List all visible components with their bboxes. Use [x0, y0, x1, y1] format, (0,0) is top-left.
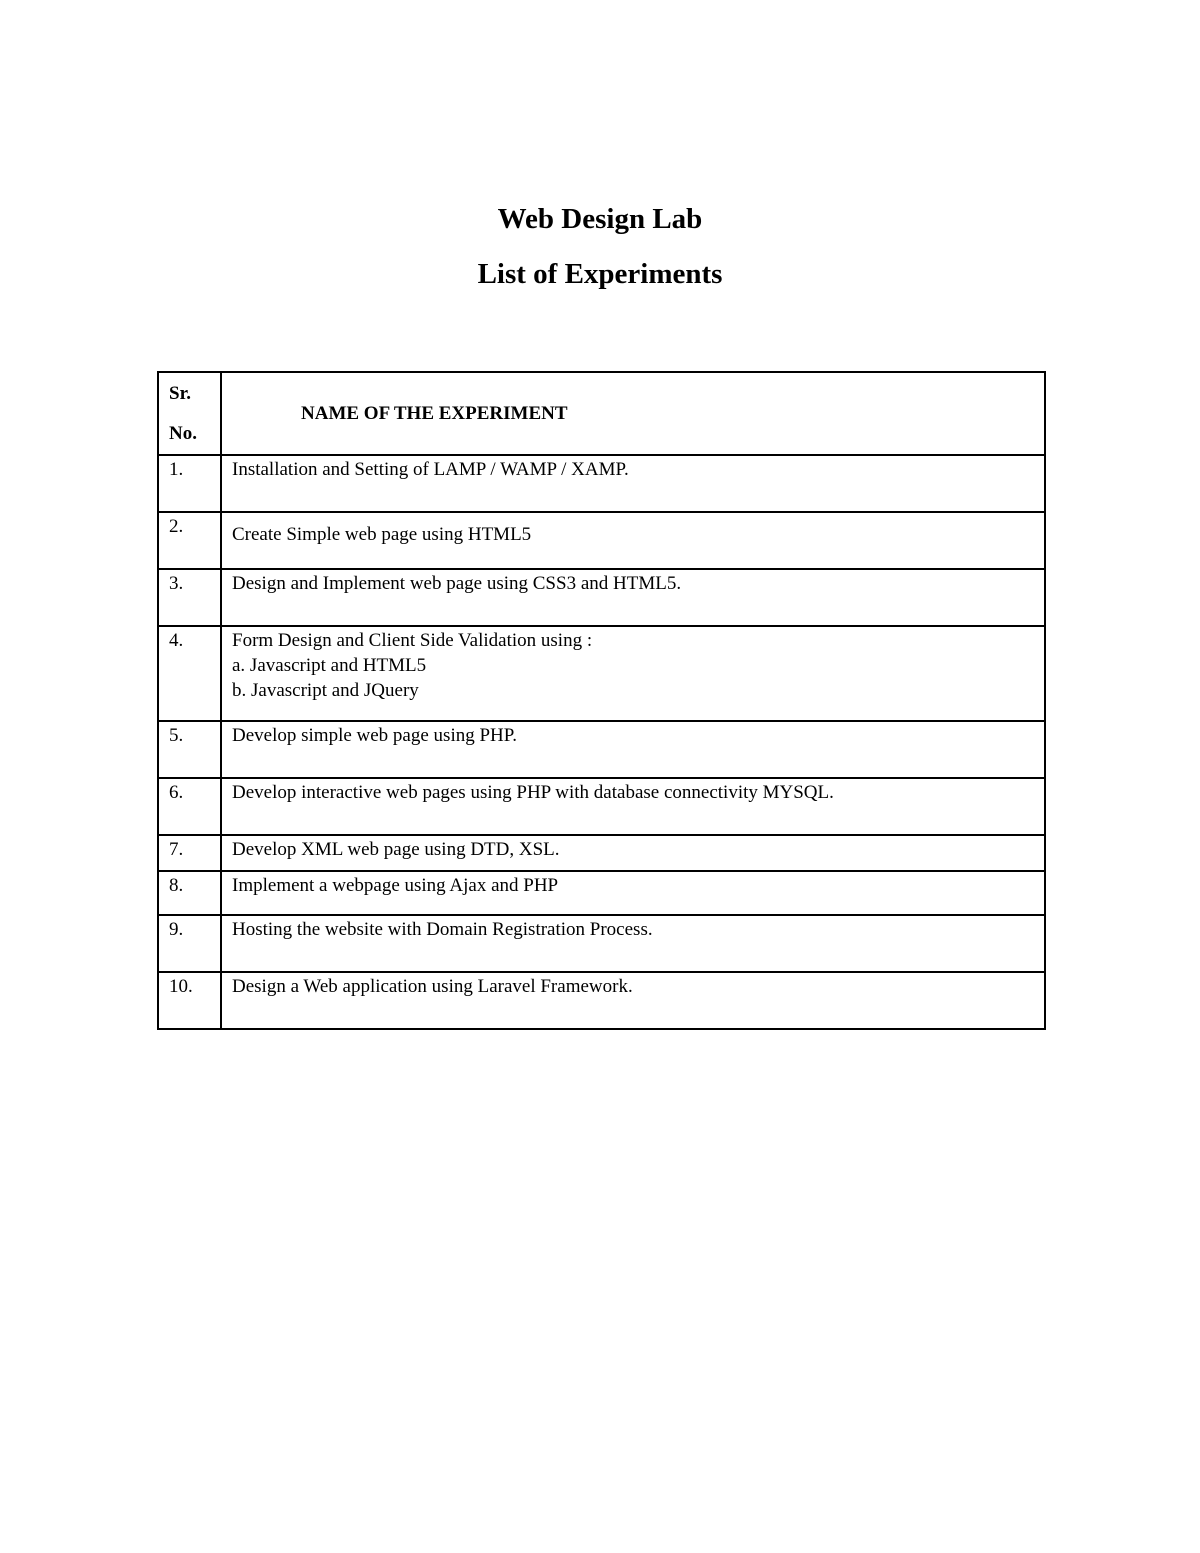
- row-experiment-name: Develop interactive web pages using PHP with database connectivity MYSQL.: [221, 778, 1045, 835]
- row-number: 1.: [158, 455, 221, 512]
- row-experiment-name: Implement a webpage using Ajax and PHP: [221, 871, 1045, 915]
- table-row: [158, 721, 1045, 778]
- header-sr-line1: Sr.: [169, 383, 192, 404]
- table-row: [158, 778, 1045, 835]
- row-experiment-title: Form Design and Client Side Validation using :: [232, 630, 593, 651]
- row-experiment-name: Create Simple web page using HTML5: [221, 512, 1045, 569]
- row-number: 2.: [158, 512, 221, 569]
- table-row: [158, 972, 1045, 1029]
- row-experiment-name: Design a Web application using Laravel Framework.: [221, 972, 1045, 1029]
- row-number: 4.: [158, 626, 221, 721]
- row-number: 7.: [158, 835, 221, 871]
- row-experiment-subitem: b. Javascript and JQuery: [232, 680, 419, 701]
- page-title: Web Design Lab: [497, 203, 703, 235]
- row-number: 6.: [158, 778, 221, 835]
- row-number: 10.: [158, 972, 221, 1029]
- table-row: [158, 915, 1045, 972]
- page-subtitle: List of Experiments: [477, 258, 723, 290]
- experiments-table: [157, 371, 1046, 1030]
- table-row: [158, 626, 1045, 721]
- row-experiment-name: Design and Implement web page using CSS3 and HTML5.: [221, 569, 1045, 626]
- table-row: [158, 512, 1045, 569]
- row-experiment-name: Installation and Setting of LAMP / WAMP / XAMP.: [221, 455, 1045, 512]
- header-sr-no: [158, 372, 221, 455]
- table-row: [158, 871, 1045, 915]
- row-experiment-name: Hosting the website with Domain Registration Process.: [221, 915, 1045, 972]
- row-number: 9.: [158, 915, 221, 972]
- table-row: [158, 569, 1045, 626]
- row-experiment-name: Develop simple web page using PHP.: [221, 721, 1045, 778]
- table-header-row: [158, 372, 1045, 455]
- row-experiment-name: Develop XML web page using DTD, XSL.: [221, 835, 1045, 871]
- table-row: [158, 455, 1045, 512]
- row-number: 8.: [158, 871, 221, 915]
- row-number: 5.: [158, 721, 221, 778]
- table-row: [158, 835, 1045, 871]
- header-experiment-name: NAME OF THE EXPERIMENT: [221, 372, 1045, 455]
- row-experiment-name: [221, 626, 1045, 721]
- header-sr-line2: No.: [169, 423, 197, 444]
- row-number: 3.: [158, 569, 221, 626]
- row-experiment-subitem: a. Javascript and HTML5: [232, 655, 427, 676]
